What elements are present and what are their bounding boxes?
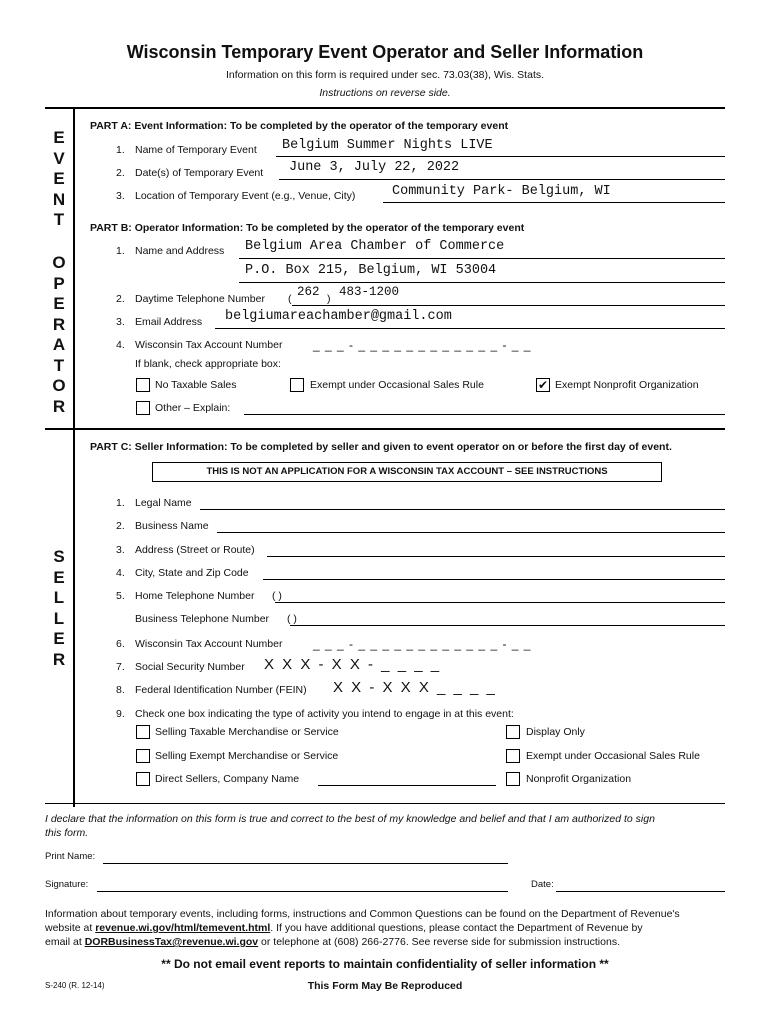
company-name-field[interactable] xyxy=(318,785,496,786)
part-c-item-number: 1. xyxy=(116,497,125,509)
part-b-item-number: 1. xyxy=(116,245,125,257)
date-field[interactable] xyxy=(556,891,725,892)
business-phone-field[interactable] xyxy=(290,625,725,626)
email-value: belgiumareachamber@gmail.com xyxy=(225,309,452,324)
part-a-item-number: 1. xyxy=(116,144,125,156)
side-label-event: E V E N T xyxy=(52,128,66,229)
print-name-label: Print Name: xyxy=(45,851,96,862)
no-taxable-sales-label: No Taxable Sales xyxy=(155,379,237,391)
phone-area-code: 262 xyxy=(297,285,320,299)
event-name-value: Belgium Summer Nights LIVE xyxy=(282,138,493,153)
email-field[interactable] xyxy=(215,328,725,329)
part-b-item-number: 4. xyxy=(116,339,125,351)
part-c-item-number: 5. xyxy=(116,590,125,602)
operator-tax-account-label: Wisconsin Tax Account Number xyxy=(135,339,283,351)
selling-taxable-checkbox[interactable] xyxy=(136,725,150,739)
email-label: Email Address xyxy=(135,316,203,328)
selling-taxable-label: Selling Taxable Merchandise or Service xyxy=(155,726,339,738)
seller-exempt-occasional-checkbox[interactable] xyxy=(506,749,520,763)
daytime-phone-label: Daytime Telephone Number xyxy=(135,293,265,305)
part-c-item-number: 8. xyxy=(116,684,125,696)
operator-address-value: P.O. Box 215, Belgium, WI 53004 xyxy=(245,263,497,278)
part-c-heading: PART C: Seller Information: To be completed by seller and given to event operator on or before the first day of event. xyxy=(90,441,672,453)
form-title: Wisconsin Temporary Event Operator and Seller Information xyxy=(126,42,644,62)
confidentiality-warning: ** Do not email event reports to maintain confidentiality of seller information ** xyxy=(161,957,609,971)
operator-name-field[interactable] xyxy=(239,258,725,259)
signature-field[interactable] xyxy=(97,891,508,892)
no-taxable-sales-checkbox[interactable] xyxy=(136,378,150,392)
date-label: Date: xyxy=(531,879,554,890)
declaration-text: I declare that the information on this form is true and correct to the best of my knowledge and belief and that I am authorized to sign xyxy=(45,813,655,825)
declaration-text-end: this form. xyxy=(45,827,89,839)
exempt-nonprofit-label: Exempt Nonprofit Organization xyxy=(555,379,699,391)
other-checkbox[interactable] xyxy=(136,401,150,415)
seller-address-field[interactable] xyxy=(267,556,725,557)
part-a-item-number: 3. xyxy=(116,190,125,202)
instructions-note: Instructions on reverse side. xyxy=(319,87,451,99)
seller-tax-account-field[interactable]: _ _ _ - _ _ _ _ _ _ _ _ _ _ _ _ - _ _ xyxy=(313,637,532,651)
part-c-item-number: 9. xyxy=(116,708,125,720)
event-location-value: Community Park- Belgium, WI xyxy=(392,184,611,199)
part-c-item-number: 7. xyxy=(116,661,125,673)
form-top-border xyxy=(45,107,725,109)
seller-exempt-occasional-label: Exempt under Occasional Sales Rule xyxy=(526,750,700,762)
other-label: Other – Explain: xyxy=(155,402,231,414)
selling-exempt-label: Selling Exempt Merchandise or Service xyxy=(155,750,339,762)
ssn-field[interactable]: X X X - X X - _ _ _ _ xyxy=(264,656,442,673)
exempt-nonprofit-checkbox[interactable] xyxy=(536,378,550,392)
section-divider xyxy=(45,428,725,430)
exempt-occasional-sales-label: Exempt under Occasional Sales Rule xyxy=(310,379,484,391)
blank-note: If blank, check appropriate box: xyxy=(135,358,281,370)
business-phone-parens: ( ) xyxy=(287,613,297,625)
activity-type-label: Check one box indicating the type of activity you intend to engage in at this event: xyxy=(135,708,514,720)
home-phone-label: Home Telephone Number xyxy=(135,590,255,602)
info-line-website: website at revenue.wi.gov/html/temevent.html. If you have additional questions, please contact the Department of Revenue by xyxy=(45,922,643,934)
business-tax-email-link[interactable]: DORBusinessTax@revenue.wi.gov xyxy=(84,936,259,948)
daytime-phone-field[interactable] xyxy=(292,305,725,306)
phone-close-paren: ) xyxy=(327,293,331,305)
direct-sellers-checkbox[interactable] xyxy=(136,772,150,786)
event-name-label: Name of Temporary Event xyxy=(135,144,257,156)
part-c-item-number: 6. xyxy=(116,638,125,650)
phone-open-paren: ( xyxy=(288,293,292,305)
exempt-occasional-sales-checkbox[interactable] xyxy=(290,378,304,392)
event-location-field[interactable] xyxy=(383,202,725,203)
revenue-website-link[interactable]: revenue.wi.gov/html/temevent.html xyxy=(95,922,271,934)
other-explain-field[interactable] xyxy=(244,414,725,415)
home-phone-field[interactable] xyxy=(275,602,725,603)
fein-field[interactable]: X X - X X X _ _ _ _ xyxy=(333,679,497,696)
part-c-item-number: 4. xyxy=(116,567,125,579)
not-an-application-notice: THIS IS NOT AN APPLICATION FOR A WISCONSIN TAX ACCOUNT – SEE INSTRUCTIONS xyxy=(152,462,662,482)
operator-name-label: Name and Address xyxy=(135,245,225,257)
nonprofit-label: Nonprofit Organization xyxy=(526,773,632,785)
part-b-item-number: 3. xyxy=(116,316,125,328)
city-state-zip-label: City, State and Zip Code xyxy=(135,567,249,579)
event-dates-label: Date(s) of Temporary Event xyxy=(135,167,264,179)
city-state-zip-field[interactable] xyxy=(263,579,725,580)
event-name-field[interactable] xyxy=(276,156,725,157)
form-id: S-240 (R. 12-14) xyxy=(45,981,105,990)
part-a-heading: PART A: Event Information: To be completed by the operator of the temporary event xyxy=(90,120,509,132)
signature-label: Signature: xyxy=(45,879,89,890)
side-column-divider xyxy=(73,107,75,807)
legal-name-label: Legal Name xyxy=(135,497,192,509)
display-only-label: Display Only xyxy=(526,726,585,738)
print-name-field[interactable] xyxy=(103,863,508,864)
display-only-checkbox[interactable] xyxy=(506,725,520,739)
part-b-item-number: 2. xyxy=(116,293,125,305)
operator-name-value: Belgium Area Chamber of Commerce xyxy=(245,239,505,254)
event-location-label: Location of Temporary Event (e.g., Venue, City) xyxy=(135,190,356,202)
event-dates-field[interactable] xyxy=(279,179,725,180)
nonprofit-checkbox[interactable] xyxy=(506,772,520,786)
business-name-field[interactable] xyxy=(217,532,725,533)
side-label-seller: S E L L E R xyxy=(52,547,66,669)
business-phone-label: Business Telephone Number xyxy=(135,613,270,625)
legal-name-field[interactable] xyxy=(200,509,725,510)
direct-sellers-label: Direct Sellers, Company Name xyxy=(155,773,300,785)
form-subtitle: Information on this form is required under sec. 73.03(38), Wis. Stats. xyxy=(225,69,545,81)
info-line: Information about temporary events, including forms, instructions and Common Questions can be found on the Department of Revenue's xyxy=(45,908,680,920)
daytime-phone-value: 483-1200 xyxy=(339,285,400,299)
form-bottom-border xyxy=(45,803,725,804)
side-label-operator: O P E R A T O R xyxy=(52,253,66,416)
seller-tax-account-label: Wisconsin Tax Account Number xyxy=(135,638,283,650)
business-name-label: Business Name xyxy=(135,520,209,532)
event-dates-value: June 3, July 22, 2022 xyxy=(289,160,460,175)
part-b-heading: PART B: Operator Information: To be completed by the operator of the temporary event xyxy=(90,222,525,234)
ssn-label: Social Security Number xyxy=(135,661,245,673)
part-a-item-number: 2. xyxy=(116,167,125,179)
home-phone-parens: ( ) xyxy=(272,590,282,602)
seller-address-label: Address (Street or Route) xyxy=(135,544,255,556)
part-c-item-number: 3. xyxy=(116,544,125,556)
fein-label: Federal Identification Number (FEIN) xyxy=(135,684,307,696)
reproduce-note: This Form May Be Reproduced xyxy=(307,980,463,992)
check-mark-icon: ✔ xyxy=(537,378,549,392)
info-line-email: email at DORBusinessTax@revenue.wi.gov or telephone at (608) 266-2776. See reverse side for submission instructions. xyxy=(45,936,620,948)
part-c-item-number: 2. xyxy=(116,520,125,532)
operator-address-field[interactable] xyxy=(239,282,725,283)
selling-exempt-checkbox[interactable] xyxy=(136,749,150,763)
operator-tax-account-field[interactable]: _ _ _ - _ _ _ _ _ _ _ _ _ _ _ _ - _ _ xyxy=(313,338,532,352)
